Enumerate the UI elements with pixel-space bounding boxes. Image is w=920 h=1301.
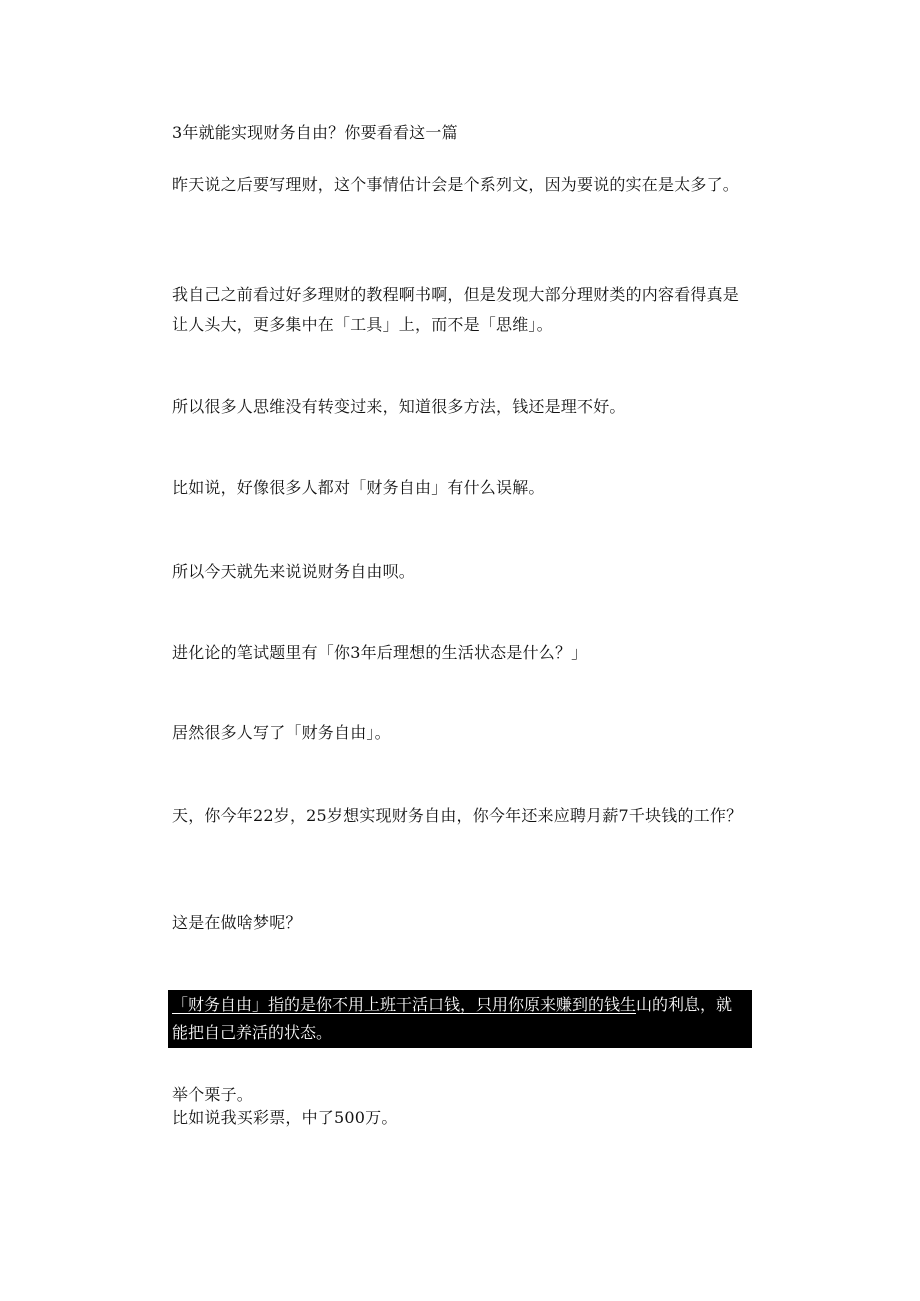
paragraph: 我自己之前看过好多理财的教程啊书啊，但是发现大部分理财类的内容看得真是让人头大，更多集中在「工具」上，而不是「思维」。 xyxy=(172,285,740,334)
paragraph: 比如说我买彩票，中了500万。 xyxy=(172,1108,398,1127)
highlight-rest: 山的利息，就能把自己养活的状态。 xyxy=(172,995,733,1042)
paragraph: 进化论的笔试题里有「你3年后理想的生活状态是什么？」 xyxy=(172,643,588,662)
paragraph: 举个栗子。 xyxy=(172,1085,254,1104)
paragraph: 居然很多人写了「财务自由」。 xyxy=(172,723,391,742)
paragraph: 比如说，好像很多人都对「财务自由」有什么误解。 xyxy=(172,478,545,497)
paragraph: 这是在做啥梦呢？ xyxy=(172,913,302,932)
highlight-underlined: 「财务自由」指的是你不用上班干活口钱，只用你原来赚到的钱生 xyxy=(172,995,637,1014)
paragraph: 天，你今年22岁，25岁想实现财务自由，你今年还来应聘月薪7千块钱的工作？ xyxy=(172,806,743,825)
paragraph: 所以很多人思维没有转变过来，知道很多方法，钱还是理不好。 xyxy=(172,397,626,416)
paragraph: 昨天说之后要写理财，这个事情估计会是个系列文，因为要说的实在是太多了。 xyxy=(172,175,740,194)
paragraph: 所以今天就先来说说财务自由呗。 xyxy=(172,562,416,581)
highlight-text xyxy=(172,991,748,1047)
highlight-block xyxy=(168,990,752,1048)
document-title: 3年就能实现财务自由？你要看看这一篇 xyxy=(172,123,458,142)
